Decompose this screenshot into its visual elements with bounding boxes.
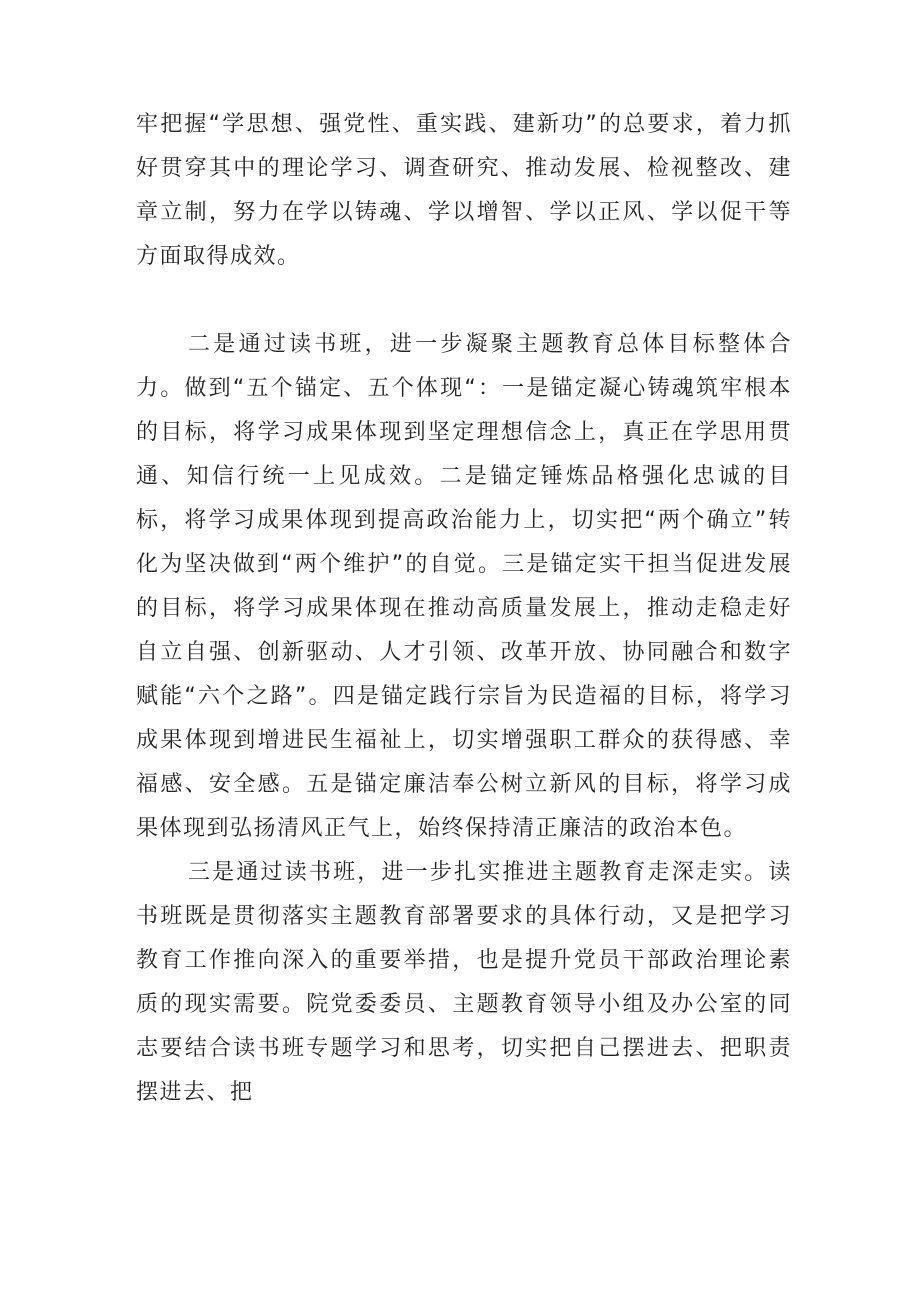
paragraph-second-point: 二是通过读书班，进一步凝聚主题教育总体目标整体合力。做到“五个锚定、五个体现“：一是锚定凝心铸魂筑牢根本的目标，将学习成果体现到坚定理想信念上，真正在学思用贯通、知信行统一上见成效。二是锚定锤炼品格强化忠诚的目标，将学习成果体现到提高政治能力上，切实把“两个确立”转化为坚决做到“两个维护”的自觉。三是锚定实干担当促进发展的目标，将学习成果体现在推动高质量发展上，推动走稳走好自立自强、创新驱动、人才引领、改革开放、协同融合和数字赋能“六个之路”。四是锚定践行宗旨为民造福的目标，将学习成果体现到增进民生福祉上，切实增强职工群众的获得感、幸福感、安全感。五是锚定廉洁奉公树立新风的目标，将学习成果体现到弘扬清风正气上，始终保持清正廉洁的政治本色。: [136, 332, 792, 841]
paragraph-continuation: 牢把握“学思想、强党性、重实践、建新功”的总要求，着力抓好贯穿其中的理论学习、调查研究、推动发展、检视整改、建章立制，努力在学以铸魂、学以增智、学以正风、学以促干等方面取得成效。: [136, 112, 792, 269]
paragraph-third-point: 三是通过读书班，进一步扎实推进主题教育走深走实。读书班既是贯彻落实主题教育部署要求的具体行动，又是把学习教育工作推向深入的重要举措，也是提升党员干部政治理论素质的现实需要。院党委委员、主题教育领导小组及办公室的同志要结合读书班专题学习和思考，切实把自己摆进去、把职责摆进去、把: [136, 860, 792, 1105]
document-page: [136, 103, 792, 1115]
paragraph-spacer: [136, 279, 792, 323]
